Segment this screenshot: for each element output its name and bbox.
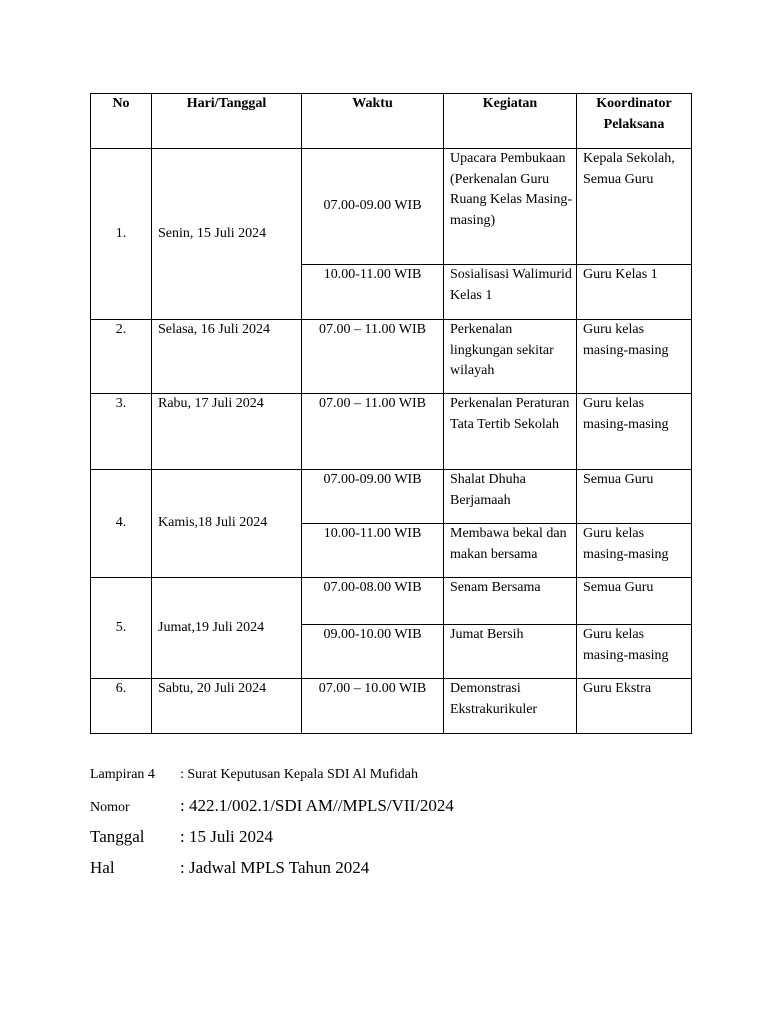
slot-activity: Shalat Dhuha Berjamaah xyxy=(444,470,577,524)
slot-time: 10.00-11.00 WIB xyxy=(302,524,444,578)
table-header-row xyxy=(91,94,692,149)
header-coordinator-line2: Pelaksana xyxy=(603,116,665,132)
slot-coordinator: Guru kelas masing-masing xyxy=(577,625,692,679)
slot-time: 07.00 – 11.00 WIB xyxy=(302,320,444,394)
subject-label: Hal xyxy=(90,858,115,877)
date-label: Tanggal xyxy=(90,827,145,846)
slot-time: 07.00 – 10.00 WIB xyxy=(302,679,444,734)
date-row xyxy=(90,826,710,857)
header-coordinator-line1: Koordinator xyxy=(596,96,672,111)
day-date: Rabu, 17 Juli 2024 xyxy=(152,394,302,470)
slot-time: 07.00 – 11.00 WIB xyxy=(302,394,444,470)
slot-coordinator: Guru kelas masing-masing xyxy=(577,320,692,394)
day-number: 2. xyxy=(91,320,152,394)
slot-coordinator: Guru kelas masing-masing xyxy=(577,524,692,578)
table-row xyxy=(91,679,692,734)
table-row xyxy=(91,320,692,394)
slot-activity: Jumat Bersih xyxy=(444,625,577,679)
number-label: Nomor xyxy=(90,800,130,815)
slot-coordinator: Kepala Sekolah, Semua Guru xyxy=(577,149,692,265)
day-number: 1. xyxy=(91,149,152,320)
date-value: : 15 Juli 2024 xyxy=(180,827,274,846)
header-time: Waktu xyxy=(302,94,444,149)
slot-coordinator: Guru Kelas 1 xyxy=(577,265,692,320)
table-row xyxy=(91,394,692,470)
attachment-value: : Surat Keputusan Kepala SDI Al Mufidah xyxy=(180,767,418,782)
subject-row xyxy=(90,857,710,888)
slot-activity: Perkenalan Peraturan Tata Tertib Sekolah xyxy=(444,394,577,470)
day-number: 4. xyxy=(91,470,152,578)
table-row xyxy=(91,578,692,625)
header-coordinator xyxy=(577,94,692,149)
slot-time: 07.00-08.00 WIB xyxy=(302,578,444,625)
attachment-label: Lampiran 4 xyxy=(90,767,155,782)
day-date: Kamis,18 Juli 2024 xyxy=(152,470,302,578)
slot-activity: Senam Bersama xyxy=(444,578,577,625)
day-date: Jumat,19 Juli 2024 xyxy=(152,578,302,679)
slot-activity: Upacara Pembukaan (Perkenalan Guru Ruang Kelas Masing-masing) xyxy=(444,149,577,265)
slot-time: 07.00-09.00 WIB xyxy=(302,149,444,265)
day-date: Sabtu, 20 Juli 2024 xyxy=(152,679,302,734)
number-row xyxy=(90,795,710,826)
subject-value: : Jadwal MPLS Tahun 2024 xyxy=(180,858,370,877)
slot-activity: Sosialisasi Walimurid Kelas 1 xyxy=(444,265,577,320)
day-number: 5. xyxy=(91,578,152,679)
day-date: Selasa, 16 Juli 2024 xyxy=(152,320,302,394)
header-activity: Kegiatan xyxy=(444,94,577,149)
slot-time: 09.00-10.00 WIB xyxy=(302,625,444,679)
table-row xyxy=(91,149,692,265)
slot-time: 07.00-09.00 WIB xyxy=(302,470,444,524)
slot-coordinator: Guru Ekstra xyxy=(577,679,692,734)
day-number: 3. xyxy=(91,394,152,470)
header-no: No xyxy=(91,94,152,149)
slot-coordinator: Guru kelas masing-masing xyxy=(577,394,692,470)
slot-activity: Demonstrasi Ekstrakurikuler xyxy=(444,679,577,734)
schedule-table xyxy=(90,93,692,734)
day-number: 6. xyxy=(91,679,152,734)
number-value: : 422.1/002.1/SDI AM//MPLS/VII/2024 xyxy=(180,796,454,815)
header-day: Hari/Tanggal xyxy=(152,94,302,149)
slot-coordinator: Semua Guru xyxy=(577,578,692,625)
table-row xyxy=(91,470,692,524)
slot-coordinator: Semua Guru xyxy=(577,470,692,524)
slot-time: 10.00-11.00 WIB xyxy=(302,265,444,320)
attachment-row xyxy=(90,764,710,795)
slot-activity: Membawa bekal dan makan bersama xyxy=(444,524,577,578)
day-date: Senin, 15 Juli 2024 xyxy=(152,149,302,320)
letter-metadata xyxy=(90,764,710,888)
slot-activity: Perkenalan lingkungan sekitar wilayah xyxy=(444,320,577,394)
